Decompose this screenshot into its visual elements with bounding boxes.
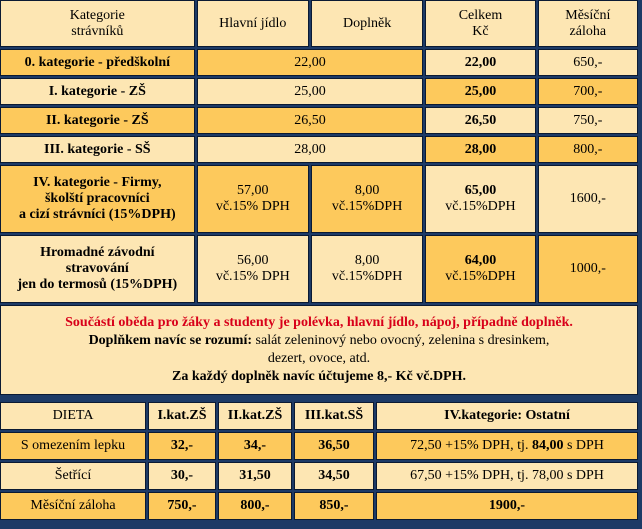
row-category: II. kategorie - ZŠ	[0, 107, 195, 134]
diet-row-c1: 30,-	[148, 462, 216, 490]
row-monthly: 650,-	[538, 49, 638, 76]
diet-row-c4: 67,50 +15% DPH, tj. 78,00 s DPH	[376, 462, 638, 490]
diet-row-c4: 72,50 +15% DPH, tj. 84,00 s DPH	[376, 432, 638, 460]
note-row	[0, 305, 638, 395]
diet-header-c3: III.kat.SŠ	[294, 402, 374, 430]
table-row	[0, 235, 638, 303]
row-monthly: 700,-	[538, 78, 638, 105]
diet-monthly-c3: 850,-	[294, 492, 374, 520]
diet-row-c2: 34,-	[218, 432, 292, 460]
row-price: 28,00	[197, 136, 424, 163]
diet-price-table	[0, 400, 640, 522]
row-price: 26,50	[197, 107, 424, 134]
row-total: 64,00 vč.15%DPH	[425, 235, 535, 303]
diet-header-c4: IV.kategorie: Ostatní	[376, 402, 638, 430]
row-category: 0. kategorie - předškolní	[0, 49, 195, 76]
diet-row-c1: 32,-	[148, 432, 216, 460]
table-row	[0, 49, 638, 76]
row-price: 22,00	[197, 49, 424, 76]
row-category: IV. kategorie - Firmy, školští pracovníci a cizí strávníci (15%DPH)	[0, 165, 195, 233]
table-row	[0, 432, 638, 460]
row-total: 26,50	[425, 107, 535, 134]
diet-header-c1: I.kat.ZŠ	[148, 402, 216, 430]
diet-row-c3: 36,50	[294, 432, 374, 460]
row-total: 25,00	[425, 78, 535, 105]
table-row	[0, 78, 638, 105]
row-main-price: 56,00 vč.15% DPH	[197, 235, 309, 303]
row-total: 28,00	[425, 136, 535, 163]
diet-row-c2: 31,50	[218, 462, 292, 490]
row-price: 25,00	[197, 78, 424, 105]
diet-row-label: S omezením lepku	[0, 432, 146, 460]
diet-header-c2: II.kat.ZŠ	[218, 402, 292, 430]
table-row	[0, 107, 638, 134]
diet-row-label: Šetřící	[0, 462, 146, 490]
header-total: Celkem Kč	[425, 0, 535, 47]
note-cell: Součástí oběda pro žáky a studenty je polévka, hlavní jídlo, nápoj, případně doplněk. Doplňkem navíc se rozumí: salát zeleninový nebo ovocný, zelenina s dresinkem, dezert, ovoce, atd. Za každý doplněk navíc účtujeme 8,- Kč vč.DPH.	[0, 305, 638, 395]
table-row	[0, 462, 638, 490]
row-total: 22,00	[425, 49, 535, 76]
table-row	[0, 136, 638, 163]
row-category: I. kategorie - ZŠ	[0, 78, 195, 105]
table-header-row	[0, 0, 638, 47]
row-total: 65,00 vč.15%DPH	[425, 165, 535, 233]
header-main-dish: Hlavní jídlo	[197, 0, 309, 47]
diet-monthly-row	[0, 492, 638, 520]
diet-monthly-label: Měsíční záloha	[0, 492, 146, 520]
row-monthly: 750,-	[538, 107, 638, 134]
diet-header-label: DIETA	[0, 402, 146, 430]
header-extra: Doplněk	[311, 0, 423, 47]
row-extra-price: 8,00 vč.15%DPH	[311, 165, 423, 233]
note-extra-definition: Doplňkem navíc se rozumí: salát zeleninový nebo ovocný, zelenina s dresinkem,	[88, 333, 550, 348]
row-monthly: 800,-	[538, 136, 638, 163]
row-main-price: 57,00 vč.15% DPH	[197, 165, 309, 233]
table-row	[0, 165, 638, 233]
row-extra-price: 8,00 vč.15%DPH	[311, 235, 423, 303]
row-monthly: 1600,-	[538, 165, 638, 233]
diet-monthly-c4: 1900,-	[376, 492, 638, 520]
row-category: III. kategorie - SŠ	[0, 136, 195, 163]
note-extra-charge: Za každý doplněk navíc účtujeme 8,- Kč vč.DPH.	[172, 369, 466, 384]
row-category: Hromadné závodní stravování jen do termosů (15%DPH)	[0, 235, 195, 303]
note-red-line: Součástí oběda pro žáky a studenty je polévka, hlavní jídlo, nápoj, případně doplněk.	[65, 315, 573, 330]
diet-header-row	[0, 402, 638, 430]
header-monthly: Měsíční záloha	[538, 0, 638, 47]
diet-monthly-c2: 800,-	[218, 492, 292, 520]
diet-row-c3: 34,50	[294, 462, 374, 490]
header-category: Kategorie strávníků	[0, 0, 195, 47]
row-monthly: 1000,-	[538, 235, 638, 303]
diet-monthly-c1: 750,-	[148, 492, 216, 520]
